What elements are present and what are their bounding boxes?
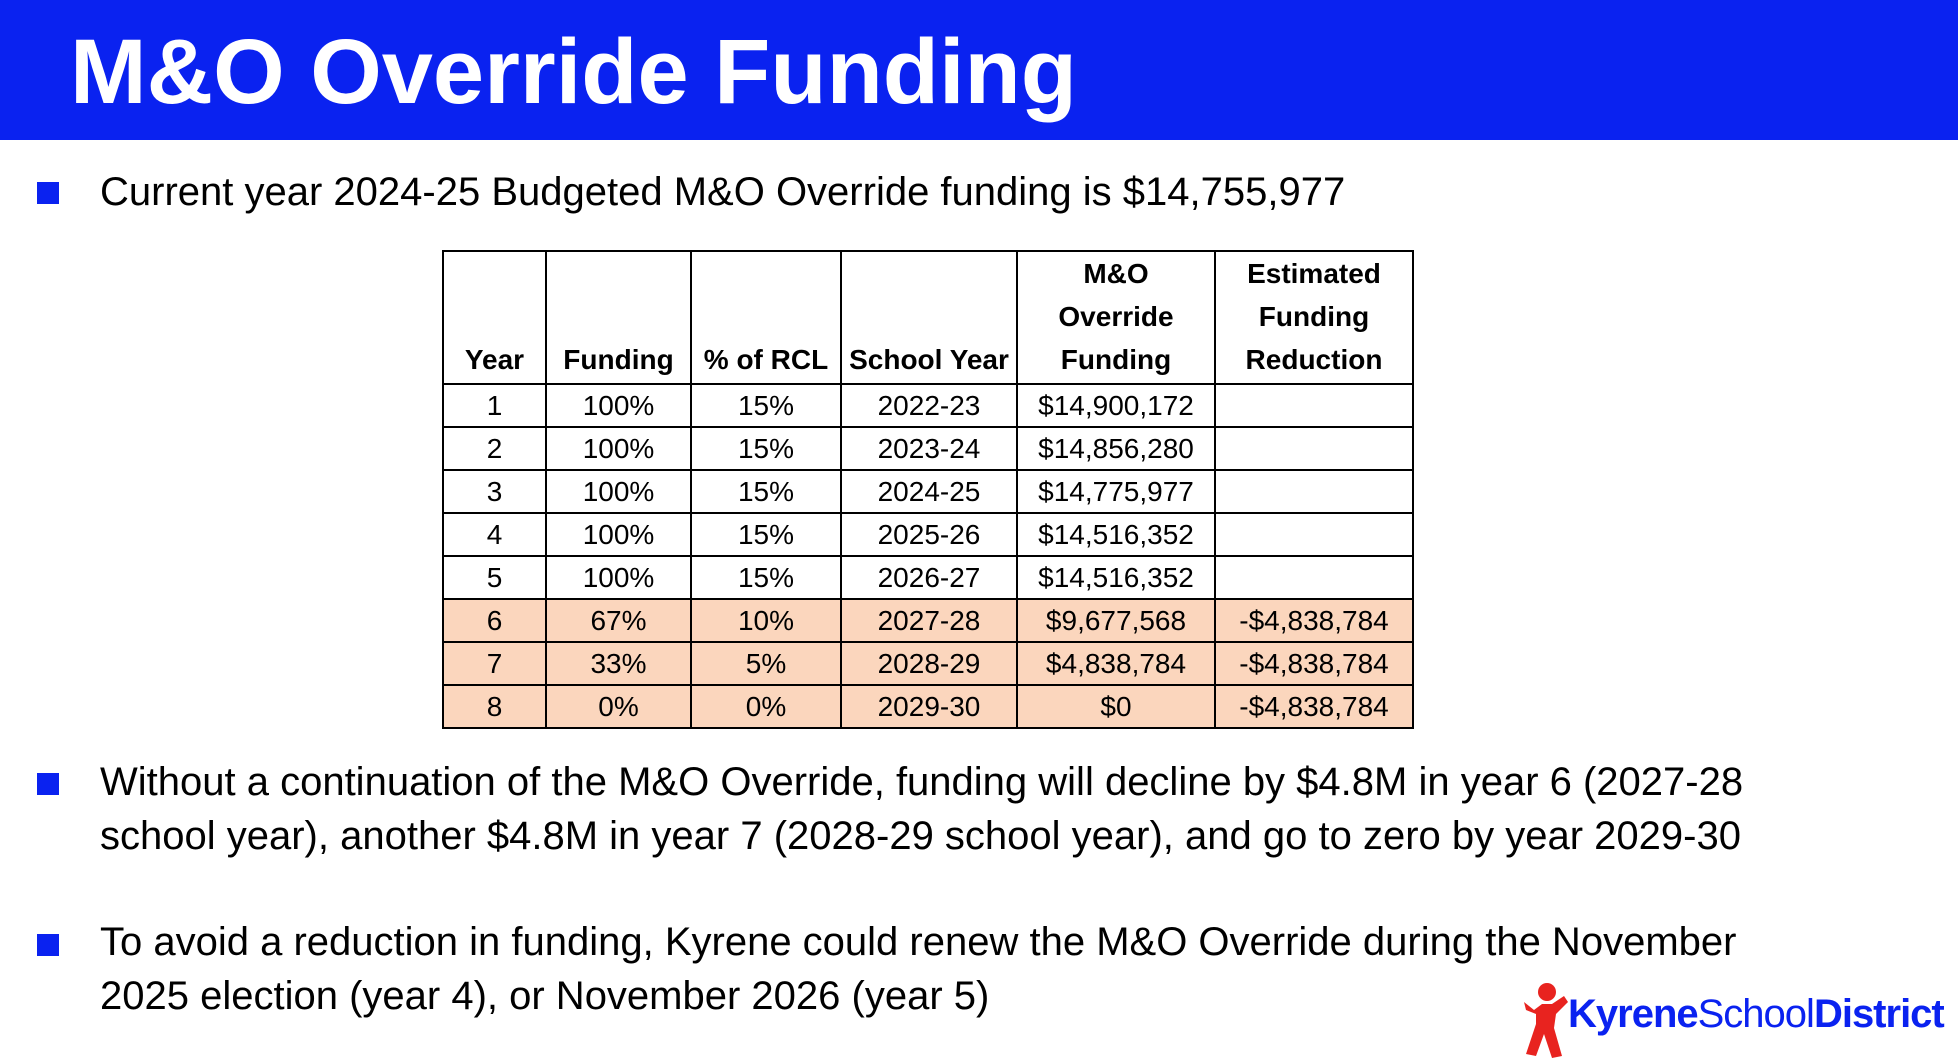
cell-reduction: -$4,838,784 [1215, 599, 1413, 642]
bullet-text: To avoid a reduction in funding, Kyrene could renew the M&O Override during the November [100, 920, 1737, 964]
cell-year: 1 [443, 384, 546, 427]
cell-school-year: 2022-23 [841, 384, 1017, 427]
cell-school-year: 2024-25 [841, 470, 1017, 513]
col-header-school-year: School Year [841, 251, 1017, 384]
col-header-rcl: % of RCL [691, 251, 841, 384]
cell-rcl: 15% [691, 427, 841, 470]
cell-funding: 0% [546, 685, 691, 728]
slide-title: M&O Override Funding [70, 21, 1077, 123]
cell-reduction [1215, 470, 1413, 513]
bullet-text: Without a continuation of the M&O Override, funding will decline by $4.8M in year 6 (2027-28 [100, 760, 1744, 804]
table-row [443, 470, 1413, 513]
cell-mo-funding: $14,775,977 [1017, 470, 1215, 513]
cell-funding: 100% [546, 384, 691, 427]
cell-funding: 100% [546, 513, 691, 556]
cell-rcl: 15% [691, 470, 841, 513]
cell-school-year: 2023-24 [841, 427, 1017, 470]
bullet-text-continued: 2025 election (year 4), or November 2026 (year 5) [100, 974, 990, 1018]
col-header-funding: Funding [546, 251, 691, 384]
cell-rcl: 10% [691, 599, 841, 642]
cell-reduction: -$4,838,784 [1215, 685, 1413, 728]
cell-funding: 100% [546, 556, 691, 599]
cell-year: 3 [443, 470, 546, 513]
funding-table [442, 250, 1414, 729]
cell-reduction [1215, 427, 1413, 470]
cell-year: 6 [443, 599, 546, 642]
cell-mo-funding: $9,677,568 [1017, 599, 1215, 642]
logo-wordmark: KyreneSchoolDistrict [1568, 992, 1944, 1036]
cell-rcl: 15% [691, 556, 841, 599]
cell-funding: 100% [546, 470, 691, 513]
table-row [443, 556, 1413, 599]
bullet-marker [37, 773, 59, 795]
cell-reduction [1215, 513, 1413, 556]
cell-year: 7 [443, 642, 546, 685]
cell-mo-funding: $4,838,784 [1017, 642, 1215, 685]
cell-year: 8 [443, 685, 546, 728]
col-header-est-reduction: Estimated Funding Reduction [1215, 251, 1413, 384]
cell-mo-funding: $14,856,280 [1017, 427, 1215, 470]
cell-year: 2 [443, 427, 546, 470]
cell-mo-funding: $0 [1017, 685, 1215, 728]
cell-rcl: 15% [691, 513, 841, 556]
title-bar [0, 0, 1958, 140]
cell-school-year: 2028-29 [841, 642, 1017, 685]
cell-rcl: 0% [691, 685, 841, 728]
cell-reduction [1215, 384, 1413, 427]
cell-year: 5 [443, 556, 546, 599]
cell-rcl: 15% [691, 384, 841, 427]
bullet-marker [37, 182, 59, 204]
cell-funding: 100% [546, 427, 691, 470]
cell-school-year: 2027-28 [841, 599, 1017, 642]
table-header-row [443, 251, 1413, 384]
cell-mo-funding: $14,516,352 [1017, 556, 1215, 599]
cell-reduction [1215, 556, 1413, 599]
cell-funding: 67% [546, 599, 691, 642]
bullet-text-continued: school year), another $4.8M in year 7 (2028-29 school year), and go to zero by year 2029-30 [100, 814, 1741, 858]
cell-year: 4 [443, 513, 546, 556]
cell-school-year: 2025-26 [841, 513, 1017, 556]
cell-funding: 33% [546, 642, 691, 685]
table-row [443, 427, 1413, 470]
running-figure-icon [1520, 980, 1572, 1059]
table-row [443, 384, 1413, 427]
col-header-year: Year [443, 251, 546, 384]
kyrene-logo [1520, 980, 1944, 1059]
cell-reduction: -$4,838,784 [1215, 642, 1413, 685]
cell-school-year: 2026-27 [841, 556, 1017, 599]
table-row-highlighted [443, 685, 1413, 728]
col-header-mo-funding: M&O Override Funding [1017, 251, 1215, 384]
cell-school-year: 2029-30 [841, 685, 1017, 728]
table-row [443, 513, 1413, 556]
table-row-highlighted [443, 642, 1413, 685]
bullet-marker [37, 934, 59, 956]
cell-mo-funding: $14,516,352 [1017, 513, 1215, 556]
cell-rcl: 5% [691, 642, 841, 685]
bullet-text: Current year 2024-25 Budgeted M&O Override funding is $14,755,977 [100, 170, 1346, 214]
table-row-highlighted [443, 599, 1413, 642]
cell-mo-funding: $14,900,172 [1017, 384, 1215, 427]
